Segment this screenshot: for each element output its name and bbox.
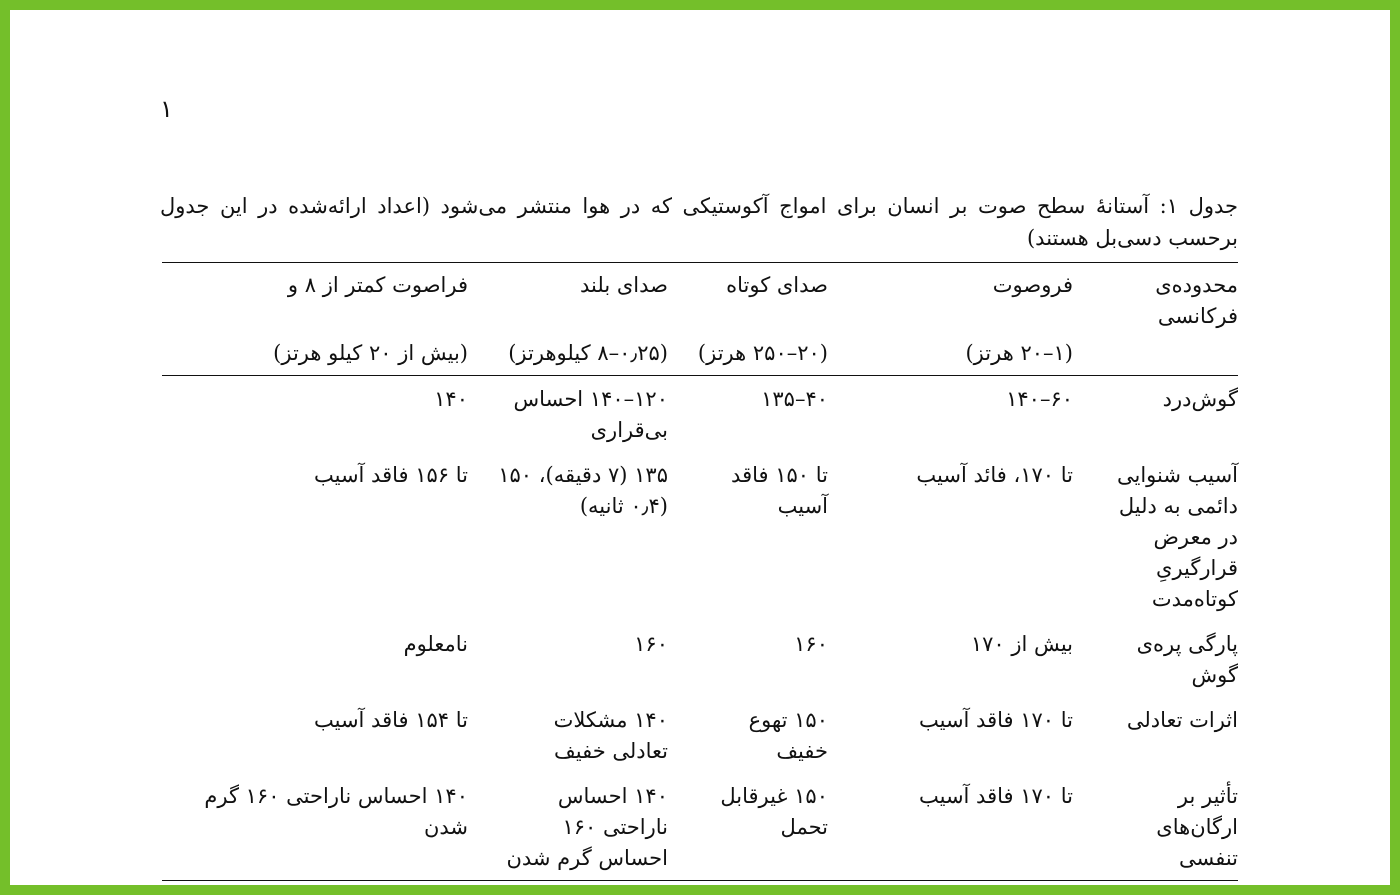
table-cell: ۱۵۰ تهوع خفیف (748, 708, 828, 763)
header-range-row (162, 338, 1238, 376)
header-ultrasound-range: (بیش از ۲۰ کیلو هرتز) (273, 341, 468, 365)
table-row (162, 695, 1238, 771)
header-loud-sound-range: (۰٫۲۵–۸ کیلوهرتز) (508, 341, 668, 365)
header-ultrasound: فراصوت کمتر از ۸ و (287, 273, 468, 297)
table-cell: ۶۰–۱۴۰ (1006, 387, 1073, 411)
table-body (162, 376, 1238, 881)
table-cell: تا ۱۵۶ فاقد آسیب (313, 463, 468, 487)
row-label: پارگی پره‌ی گوش (1136, 632, 1238, 687)
page-number: ۱ (160, 95, 173, 123)
table-cell: تا ۱۷۰ فاقد آسیب (918, 708, 1073, 732)
header-frequency-range-sub (1088, 338, 1238, 376)
table-cell: ۱۴۰ مشکلات تعادلی خفیف (553, 708, 668, 763)
header-short-sound: صدای کوتاه (726, 273, 828, 297)
table-header (162, 263, 1238, 376)
table-row (162, 771, 1238, 881)
table-caption: جدول ۱: آستانهٔ سطح صوت بر انسان برای امواج آکوستیکی که در هوا منتشر می‌شود (اعداد ارائه‌شده در این جدول برحسب دسی‌بل هستند) (160, 194, 1238, 250)
table-cell: ۱۳۵ (۷ دقیقه)، ۱۵۰ (۰٫۴ ثانیه) (498, 463, 668, 518)
header-frequency-range: محدوده‌ی فرکانسی (1155, 273, 1238, 328)
data-table (162, 262, 1238, 881)
table-cell: ۱۴۰ احساس ناراحتی ۱۶۰ احساس گرم شدن (506, 784, 668, 870)
table-row (162, 450, 1238, 619)
table-cell: تا ۱۷۰، فائد آسیب (916, 463, 1073, 487)
table-cell: تا ۱۵۰ فاقد آسیب (731, 463, 828, 518)
header-infrasound-range: (۱–۲۰ هرتز) (965, 341, 1073, 365)
header-loud-sound: صدای بلند (580, 273, 668, 297)
header-infrasound: فروصوت (992, 273, 1073, 297)
table-cell: ۱۴۰ (434, 387, 468, 411)
table-cell: ۱۲۰–۱۴۰ احساس بی‌قراری (513, 387, 668, 442)
header-short-sound-range: (۲۰–۲۵۰ هرتز) (697, 341, 828, 365)
table-cell: ۱۵۰ غیرقابل تحمل (720, 784, 828, 839)
row-label: آسیب شنوایی دائمی به دلیل در معرض قرارگیریِ کوتاه‌مدت (1116, 463, 1238, 611)
table-row (162, 376, 1238, 451)
table-cell: تا ۱۵۴ فاقد آسیب (313, 708, 468, 732)
table-cell: تا ۱۷۰ فاقد آسیب (918, 784, 1073, 808)
header-title-row (162, 263, 1238, 339)
table-cell: بیش از ۱۷۰ (970, 632, 1073, 656)
table-cell: ۱۴۰ احساس ناراحتی ۱۶۰ گرم شدن (204, 784, 468, 839)
row-label: گوش‌درد (1162, 387, 1238, 411)
row-label: اثرات تعادلی (1126, 708, 1238, 732)
table-cell: نامعلوم (403, 632, 468, 656)
row-label: تأثیر بر ارگان‌های تنفسی (1156, 784, 1238, 870)
table-cell: ۱۶۰ (634, 632, 668, 656)
table-row (162, 619, 1238, 695)
table-cell: ۴۰–۱۳۵ (761, 387, 828, 411)
table-cell: ۱۶۰ (794, 632, 828, 656)
